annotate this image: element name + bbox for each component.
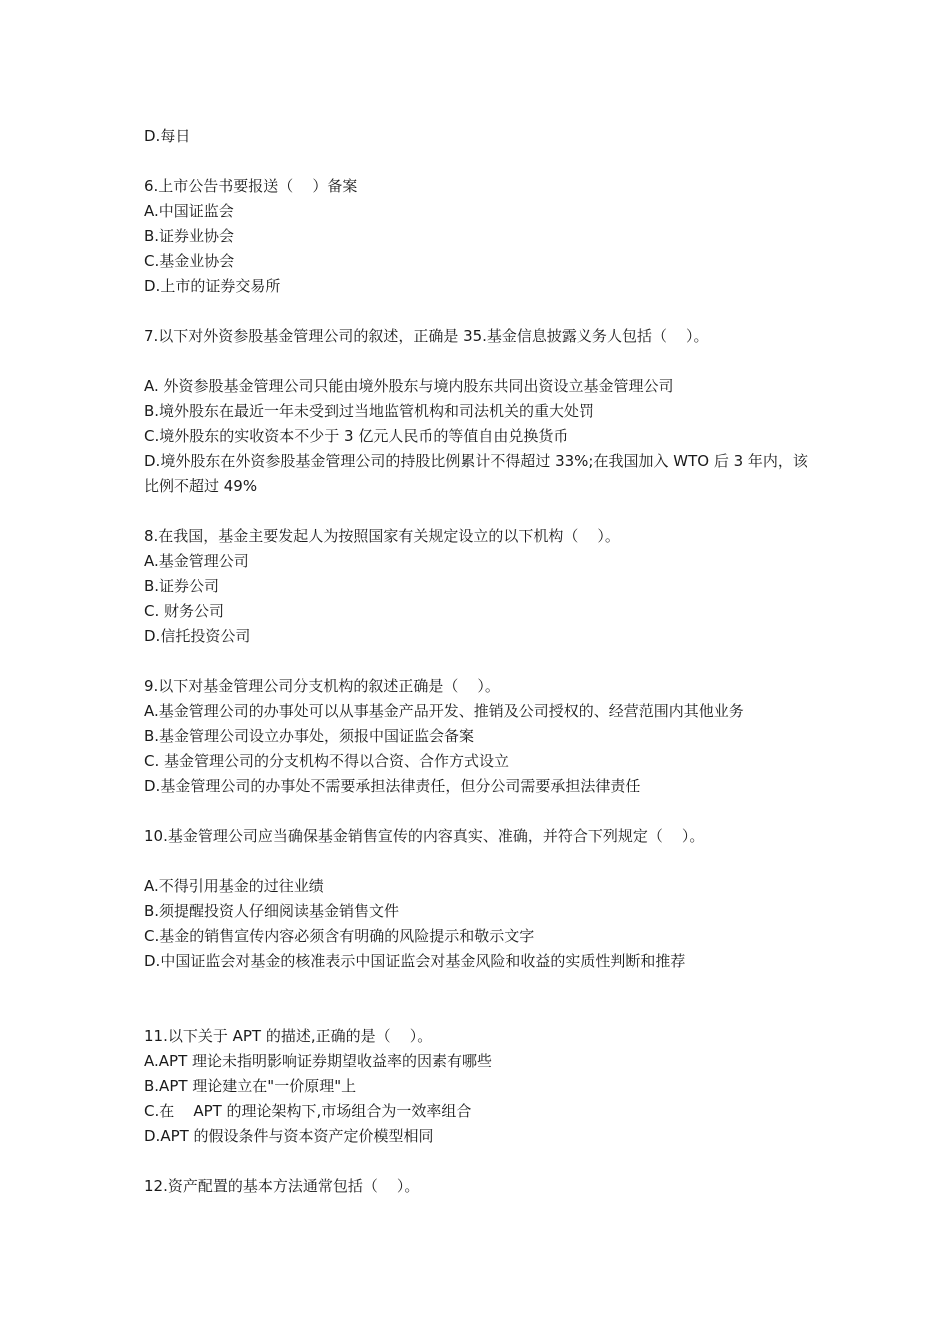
spacer — [144, 799, 814, 824]
spacer — [144, 849, 814, 874]
question-9 — [144, 674, 814, 799]
spacer — [144, 974, 814, 1024]
spacer — [144, 1149, 814, 1174]
document-page — [144, 124, 814, 1199]
option-b: B.证券业协会 — [144, 227, 235, 245]
question-text: 6.上市公告书要报送（ ）备案 — [144, 177, 358, 195]
option-c: C.基金业协会 — [144, 252, 235, 270]
question-text: 10.基金管理公司应当确保基金销售宣传的内容真实、准确，并符合下列规定（ ）。 — [144, 827, 705, 845]
question-text: 9.以下对基金管理公司分支机构的叙述正确是（ ）。 — [144, 677, 500, 695]
option-c: C. 财务公司 — [144, 602, 225, 620]
question-text: 7.以下对外资参股基金管理公司的叙述，正确是 35.基金信息披露义务人包括（ ）。 — [144, 327, 709, 345]
option-d: D.中国证监会对基金的核准表示中国证监会对基金风险和收益的实质性判断和推荐 — [144, 952, 686, 970]
spacer — [144, 149, 814, 174]
option-b: B.APT 理论建立在"一价原理"上 — [144, 1077, 357, 1095]
option-a: A. 外资参股基金管理公司只能由境外股东与境内股东共同出资设立基金管理公司 — [144, 377, 674, 395]
spacer — [144, 649, 814, 674]
question-10 — [144, 824, 814, 974]
option-a: A.基金管理公司 — [144, 552, 249, 570]
option-c: C.境外股东的实收资本不少于 3 亿元人民币的等值自由兑换货币 — [144, 427, 569, 445]
option-b: B.须提醒投资人仔细阅读基金销售文件 — [144, 902, 400, 920]
question-text: 8.在我国，基金主要发起人为按照国家有关规定设立的以下机构（ ）。 — [144, 527, 620, 545]
q5-option-d: D.每日 — [144, 127, 191, 145]
option-d: D.基金管理公司的办事处不需要承担法律责任，但分公司需要承担法律责任 — [144, 777, 641, 795]
option-d: D.上市的证券交易所 — [144, 277, 281, 295]
question-text: 12.资产配置的基本方法通常包括（ ）。 — [144, 1177, 420, 1195]
question-text: 11.以下关于 APT 的描述,正确的是（ ）。 — [144, 1027, 433, 1045]
question-8 — [144, 524, 814, 649]
question-11 — [144, 1024, 814, 1149]
spacer — [144, 349, 814, 374]
question-12 — [144, 1174, 814, 1199]
option-a: A.不得引用基金的过往业绩 — [144, 877, 324, 895]
question-6 — [144, 174, 814, 299]
option-d: D.信托投资公司 — [144, 627, 251, 645]
option-a: A.中国证监会 — [144, 202, 234, 220]
spacer — [144, 499, 814, 524]
option-b: B.证券公司 — [144, 577, 220, 595]
option-c: C. 基金管理公司的分支机构不得以合资、合作方式设立 — [144, 752, 510, 770]
option-b: B.基金管理公司设立办事处，须报中国证监会备案 — [144, 727, 475, 745]
option-d: D.境外股东在外资参股基金管理公司的持股比例累计不得超过 33%;在我国加入 WTO 后 3 年内，该比例不超过 49% — [144, 452, 808, 495]
spacer — [144, 299, 814, 324]
option-d: D.APT 的假设条件与资本资产定价模型相同 — [144, 1127, 434, 1145]
option-c: C.基金的销售宣传内容必须含有明确的风险提示和敬示文字 — [144, 927, 535, 945]
option-a: A.APT 理论未指明影响证券期望收益率的因素有哪些 — [144, 1052, 493, 1070]
option-c: C.在 APT 的理论架构下,市场组合为一效率组合 — [144, 1102, 472, 1120]
question-7 — [144, 324, 814, 499]
option-b: B.境外股东在最近一年未受到过当地监管机构和司法机关的重大处罚 — [144, 402, 595, 420]
option-a: A.基金管理公司的办事处可以从事基金产品开发、推销及公司授权的、经营范围内其他业务 — [144, 702, 744, 720]
